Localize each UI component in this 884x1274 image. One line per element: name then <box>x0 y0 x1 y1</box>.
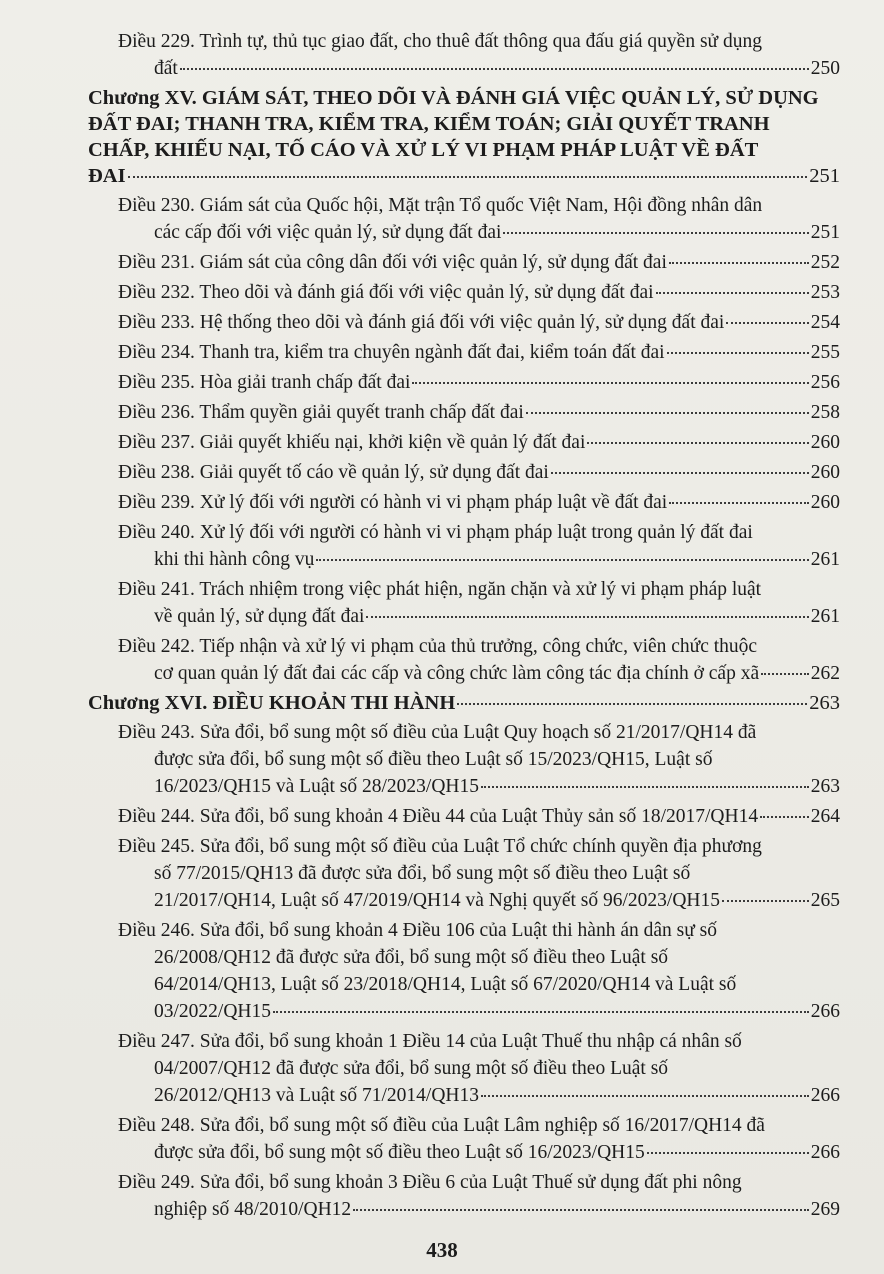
toc-line <box>88 137 840 163</box>
dot-leader <box>481 1094 809 1097</box>
toc-line-text: đất <box>154 58 178 79</box>
dot-leader <box>481 785 809 788</box>
toc-line-text: về quản lý, sử dụng đất đai <box>154 606 365 627</box>
toc-line <box>118 719 840 746</box>
dot-leader <box>366 615 808 618</box>
toc-line <box>118 55 840 82</box>
dot-leader <box>726 321 808 324</box>
toc-page-ref: 256 <box>810 372 840 393</box>
toc-page-ref: 253 <box>810 282 840 303</box>
toc-line-text: Điều 234. Thanh tra, kiểm tra chuyên ngành đất đai, kiểm toán đất đai <box>118 342 665 363</box>
toc-page-ref: 254 <box>810 312 840 333</box>
toc-article <box>88 399 840 426</box>
toc-line-text: khi thi hành công vụ <box>154 549 315 570</box>
toc-page-ref: 266 <box>810 1085 840 1106</box>
dot-leader <box>503 231 808 234</box>
toc-line-text: Điều 247. Sửa đổi, bổ sung khoản 1 Điều 14 của Luật Thuế thu nhập cá nhân số <box>118 1031 742 1052</box>
toc-line-text: 26/2012/QH13 và Luật số 71/2014/QH13 <box>154 1085 479 1106</box>
dot-leader <box>180 67 809 70</box>
toc-line-text: ĐAI <box>88 165 126 187</box>
toc-line-text: được sửa đổi, bổ sung một số điều theo Luật số 16/2023/QH15 <box>154 1142 645 1163</box>
dot-leader <box>551 471 809 474</box>
toc-line-text: 03/2022/QH15 <box>154 1001 271 1022</box>
toc-line <box>118 833 840 860</box>
dot-leader <box>587 441 808 444</box>
toc-line <box>88 163 840 189</box>
toc-page-ref: 260 <box>810 432 840 453</box>
toc-article <box>88 1169 840 1223</box>
toc-article <box>88 719 840 800</box>
dot-leader <box>412 381 808 384</box>
toc-page-ref: 251 <box>810 222 840 243</box>
toc-line-text: nghiệp số 48/2010/QH12 <box>154 1199 352 1220</box>
table-of-contents <box>88 28 840 1226</box>
dot-leader <box>667 351 809 354</box>
dot-leader <box>316 558 808 561</box>
toc-line <box>118 917 840 944</box>
toc-chapter <box>88 85 840 189</box>
toc-page-ref: 260 <box>810 462 840 483</box>
dot-leader <box>669 261 809 264</box>
toc-page-ref: 251 <box>809 165 840 187</box>
toc-line <box>118 803 840 830</box>
toc-line-text: Điều 240. Xử lý đối với người có hành vi vi phạm pháp luật trong quản lý đất đai <box>118 522 753 543</box>
dot-leader <box>526 411 809 414</box>
toc-line <box>88 111 840 137</box>
toc-page-ref: 263 <box>810 776 840 797</box>
toc-line-text: cơ quan quản lý đất đai các cấp và công chức làm công tác địa chính ở cấp xã <box>154 663 760 684</box>
toc-line-text: Điều 230. Giám sát của Quốc hội, Mặt trận Tổ quốc Việt Nam, Hội đồng nhân dân <box>118 195 763 216</box>
toc-line <box>118 249 840 276</box>
toc-line-text: Điều 244. Sửa đổi, bổ sung khoản 4 Điều 44 của Luật Thủy sản số 18/2017/QH14 <box>118 806 759 827</box>
toc-line <box>118 746 840 773</box>
toc-line <box>118 1028 840 1055</box>
toc-line <box>118 576 840 603</box>
toc-line <box>118 971 840 998</box>
dot-leader <box>760 815 809 818</box>
toc-page-ref: 260 <box>810 492 840 513</box>
toc-article <box>88 519 840 573</box>
toc-line <box>118 489 840 516</box>
toc-line <box>118 1169 840 1196</box>
dot-leader <box>273 1010 809 1013</box>
toc-line-text: 04/2007/QH12 đã được sửa đổi, bổ sung một số điều theo Luật số <box>154 1058 669 1079</box>
toc-line <box>118 339 840 366</box>
toc-line-text: Điều 242. Tiếp nhận và xử lý vi phạm của thủ trưởng, công chức, viên chức thuộc <box>118 636 758 657</box>
toc-line <box>118 1082 840 1109</box>
toc-line-text: Chương XV. GIÁM SÁT, THEO DÕI VÀ ĐÁNH GIÁ VIỆC QUẢN LÝ, SỬ DỤNG <box>88 87 819 109</box>
toc-line <box>118 773 840 800</box>
toc-line-text: Điều 239. Xử lý đối với người có hành vi vi phạm pháp luật về đất đai <box>118 492 668 513</box>
toc-article <box>88 249 840 276</box>
toc-line <box>118 369 840 396</box>
toc-page-ref: 261 <box>810 549 840 570</box>
toc-line-text: Điều 231. Giám sát của công dân đối với việc quản lý, sử dụng đất đai <box>118 252 667 273</box>
toc-article <box>88 803 840 830</box>
toc-line-text: Điều 232. Theo dõi và đánh giá đối với việc quản lý, sử dụng đất đai <box>118 282 654 303</box>
toc-line <box>118 1196 840 1223</box>
toc-line-text: Điều 241. Trách nhiệm trong việc phát hiện, ngăn chặn và xử lý vi phạm pháp luật <box>118 579 762 600</box>
toc-article <box>88 576 840 630</box>
toc-article <box>88 633 840 687</box>
toc-line-text: Điều 238. Giải quyết tố cáo về quản lý, sử dụng đất đai <box>118 462 549 483</box>
toc-line-text: Điều 245. Sửa đổi, bổ sung một số điều của Luật Tổ chức chính quyền địa phương <box>118 836 762 857</box>
toc-article <box>88 833 840 914</box>
toc-line-text: Điều 235. Hòa giải tranh chấp đất đai <box>118 372 411 393</box>
toc-line <box>88 85 840 111</box>
toc-page-ref: 265 <box>810 890 840 911</box>
toc-line-text: được sửa đổi, bổ sung một số điều theo Luật số 15/2023/QH15, Luật số <box>154 749 713 770</box>
toc-line <box>118 944 840 971</box>
toc-line-text: số 77/2015/QH13 đã được sửa đổi, bổ sung một số điều theo Luật số <box>154 863 691 884</box>
toc-line-text: CHẤP, KHIẾU NẠI, TỐ CÁO VÀ XỬ LÝ VI PHẠM PHÁP LUẬT VỀ ĐẤT <box>88 139 759 161</box>
toc-line <box>118 429 840 456</box>
dot-leader <box>128 175 808 178</box>
toc-page-ref: 264 <box>810 806 840 827</box>
toc-article <box>88 489 840 516</box>
toc-page-ref: 269 <box>810 1199 840 1220</box>
toc-line <box>118 633 840 660</box>
toc-page-ref: 266 <box>810 1142 840 1163</box>
toc-page-ref: 262 <box>810 663 840 684</box>
toc-line-text: Điều 236. Thẩm quyền giải quyết tranh chấp đất đai <box>118 402 524 423</box>
toc-line-text: Điều 248. Sửa đổi, bổ sung một số điều của Luật Lâm nghiệp số 16/2017/QH14 đã <box>118 1115 765 1136</box>
toc-page-ref: 263 <box>809 692 840 714</box>
toc-line-text: Điều 249. Sửa đổi, bổ sung khoản 3 Điều 6 của Luật Thuế sử dụng đất phi nông <box>118 1172 742 1193</box>
toc-line <box>118 546 840 573</box>
toc-line <box>118 459 840 486</box>
toc-line-text: các cấp đối với việc quản lý, sử dụng đất đai <box>154 222 502 243</box>
toc-line-text: 26/2008/QH12 đã được sửa đổi, bổ sung một số điều theo Luật số <box>154 947 669 968</box>
toc-line <box>118 1139 840 1166</box>
toc-line <box>118 660 840 687</box>
toc-article <box>88 917 840 1025</box>
dot-leader <box>722 899 809 902</box>
toc-line <box>118 219 840 246</box>
toc-line <box>118 887 840 914</box>
toc-article <box>88 459 840 486</box>
toc-article <box>88 28 840 82</box>
dot-leader <box>647 1151 809 1154</box>
toc-line-text: Điều 233. Hệ thống theo dõi và đánh giá đối với việc quản lý, sử dụng đất đai <box>118 312 725 333</box>
toc-line <box>118 1055 840 1082</box>
toc-article <box>88 1028 840 1109</box>
toc-line-text: Điều 229. Trình tự, thủ tục giao đất, cho thuê đất thông qua đấu giá quyền sử dụng <box>118 31 762 52</box>
toc-line <box>118 603 840 630</box>
toc-line <box>118 192 840 219</box>
toc-line <box>118 28 840 55</box>
dot-leader <box>353 1208 809 1211</box>
toc-page-ref: 252 <box>810 252 840 273</box>
dot-leader <box>457 702 807 705</box>
toc-article <box>88 192 840 246</box>
toc-line-text: Điều 237. Giải quyết khiếu nại, khởi kiện về quản lý đất đai <box>118 432 586 453</box>
toc-page-ref: 261 <box>810 606 840 627</box>
toc-line <box>88 690 840 716</box>
dot-leader <box>761 672 809 675</box>
page-number: 438 <box>426 1238 458 1262</box>
toc-line-text: Chương XVI. ĐIỀU KHOẢN THI HÀNH <box>88 692 456 714</box>
toc-article <box>88 429 840 456</box>
toc-article <box>88 369 840 396</box>
toc-line-text: Điều 246. Sửa đổi, bổ sung khoản 4 Điều 106 của Luật thi hành án dân sự số <box>118 920 718 941</box>
dot-leader <box>656 291 809 294</box>
toc-chapter <box>88 690 840 716</box>
toc-line <box>118 1112 840 1139</box>
toc-line <box>118 309 840 336</box>
toc-line-text: Điều 243. Sửa đổi, bổ sung một số điều của Luật Quy hoạch số 21/2017/QH14 đã <box>118 722 757 743</box>
toc-line <box>118 279 840 306</box>
toc-article <box>88 1112 840 1166</box>
toc-page-ref: 258 <box>810 402 840 423</box>
toc-article <box>88 339 840 366</box>
dot-leader <box>669 501 809 504</box>
toc-article <box>88 279 840 306</box>
toc-page-ref: 266 <box>810 1001 840 1022</box>
toc-line <box>118 860 840 887</box>
toc-line <box>118 519 840 546</box>
toc-article <box>88 309 840 336</box>
toc-line <box>118 399 840 426</box>
toc-line <box>118 998 840 1025</box>
toc-page-ref: 255 <box>810 342 840 363</box>
toc-line-text: 64/2014/QH13, Luật số 23/2018/QH14, Luật số 67/2020/QH14 và Luật số <box>154 974 737 995</box>
toc-line-text: 21/2017/QH14, Luật số 47/2019/QH14 và Nghị quyết số 96/2023/QH15 <box>154 890 721 911</box>
toc-line-text: ĐẤT ĐAI; THANH TRA, KIỂM TRA, KIỂM TOÁN; GIẢI QUYẾT TRANH <box>88 113 770 135</box>
toc-line-text: 16/2023/QH15 và Luật số 28/2023/QH15 <box>154 776 479 797</box>
toc-page-ref: 250 <box>810 58 840 79</box>
